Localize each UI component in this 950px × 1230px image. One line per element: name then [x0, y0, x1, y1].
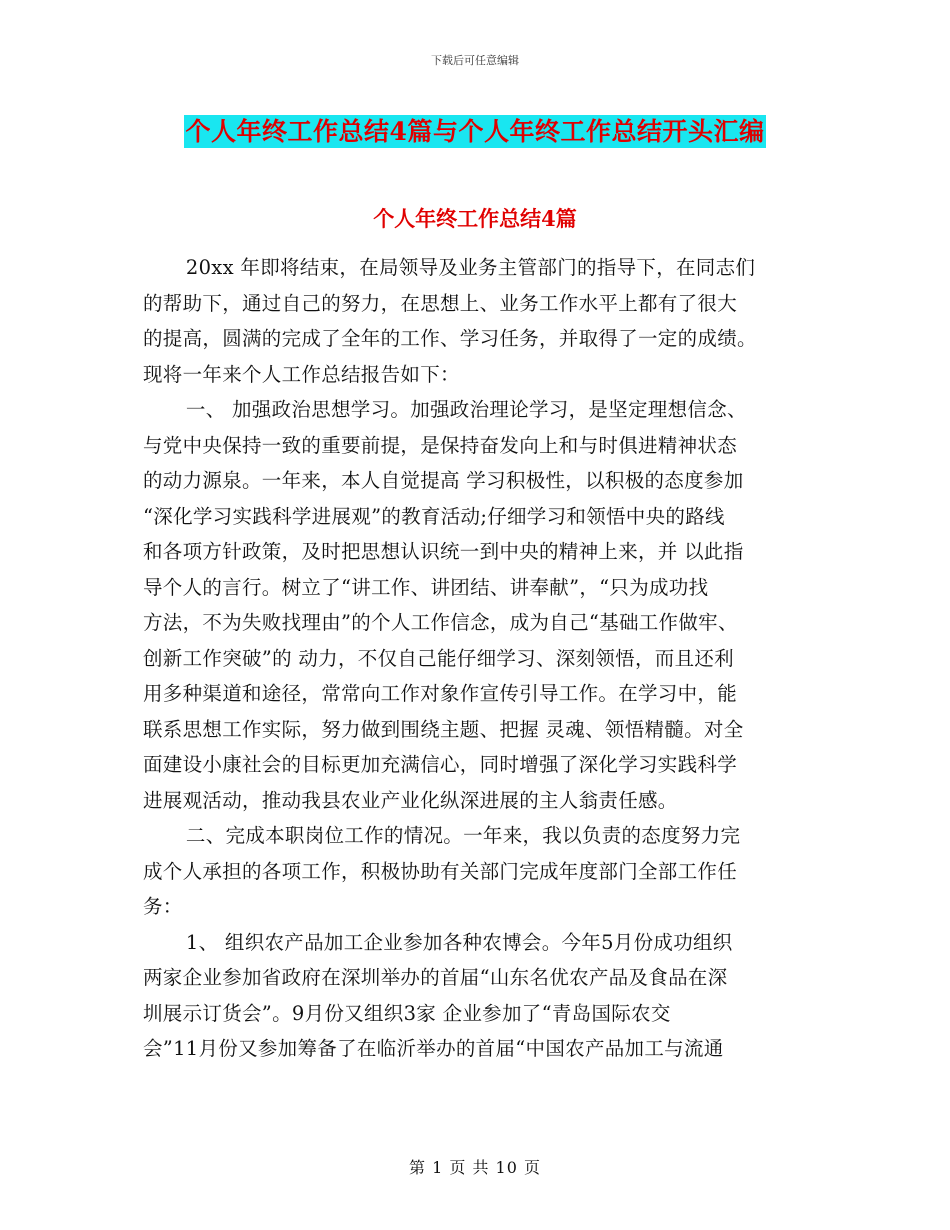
paragraph-line: 的帮助下，通过自己的努力，在思想上、业务工作水平上都有了很大: [143, 291, 738, 315]
paragraph-line: 务：: [143, 895, 183, 918]
paragraph-line: 成个人承担的各项工作，积极协助有关部门完成年度部门全部工作任: [143, 859, 738, 883]
paragraph-line: 方法，不为失败找理由”的个人工作信念，成为自己“基础工作做牢、: [143, 611, 738, 634]
paragraph-line: 现将一年来个人工作总结报告如下：: [143, 362, 460, 386]
paragraph-line: 用多种渠道和途径，常常向工作对象作宣传引导工作。在学习中，能: [143, 682, 738, 705]
paragraph-line: 会”11月份又参加筹备了在临沂举办的首届“中国农产品加工与流通: [143, 1037, 724, 1060]
header-note: 下载后可任意编辑: [431, 54, 519, 67]
paragraph-line: 一、 加强政治思想学习。加强政治理论学习，是坚定理想信念、: [185, 398, 747, 421]
paragraph-line: 与党中央保持一致的重要前提，是保持奋发向上和与时俱进精神状态: [143, 433, 738, 457]
body-text: [143, 250, 803, 1067]
paragraph-line: 联系思想工作实际，努力做到围绕主题、把握 灵魂、领悟精髓。对全: [143, 717, 744, 741]
paragraph-line: 20xx 年即将结束，在局领导及业务主管部门的指导下，在同志们: [185, 256, 756, 279]
paragraph-line: 1、 组织农产品加工企业参加各种农博会。今年5月份成功组织: [185, 930, 733, 954]
section-title: 个人年终工作总结4篇: [373, 206, 577, 231]
paragraph-line: 和各项方针政策，及时把思想认识统一到中央的精神上来，并 以此指: [143, 540, 744, 563]
paragraph-line: 两家企业参加省政府在深圳举办的首届“山东名优农产品及食品在深: [143, 966, 728, 989]
page-footer: 第 1 页 共 10 页: [409, 1158, 541, 1177]
paragraph-line: 圳展示订货会”。9月份又组织3家 企业参加了“青岛国际农交: [143, 1001, 671, 1025]
document-title-text: 个人年终工作总结4篇与个人年终工作总结开头汇编: [185, 117, 765, 146]
paragraph-line: 面建设小康社会的目标更加充满信心，同时增强了深化学习实践科学: [143, 753, 738, 776]
paragraph-line: 导个人的言行。树立了“讲工作、讲团结、讲奉献”，“只为成功找: [143, 575, 709, 599]
paragraph-line: 的提高，圆满的完成了全年的工作、学习任务，并取得了一定的成绩。: [143, 327, 757, 350]
paragraph-line: 进展观活动，推动我县农业产业化纵深进展的主人翁责任感。: [143, 788, 678, 812]
document-title: [0, 112, 950, 148]
paragraph-line: 二、完成本职岗位工作的情况。一年来，我以负责的态度努力完: [185, 824, 741, 847]
paragraph-line: 的动力源泉。一年来，本人自觉提高 学习积极性，以积极的态度参加: [143, 469, 744, 492]
paragraph-line: “深化学习实践科学进展观”的教育活动;仔细学习和领悟中央的路线: [143, 504, 725, 528]
paragraph-line: 创新工作突破”的 动力，不仅自己能仔细学习、深刻领悟，而且还利: [143, 646, 734, 670]
